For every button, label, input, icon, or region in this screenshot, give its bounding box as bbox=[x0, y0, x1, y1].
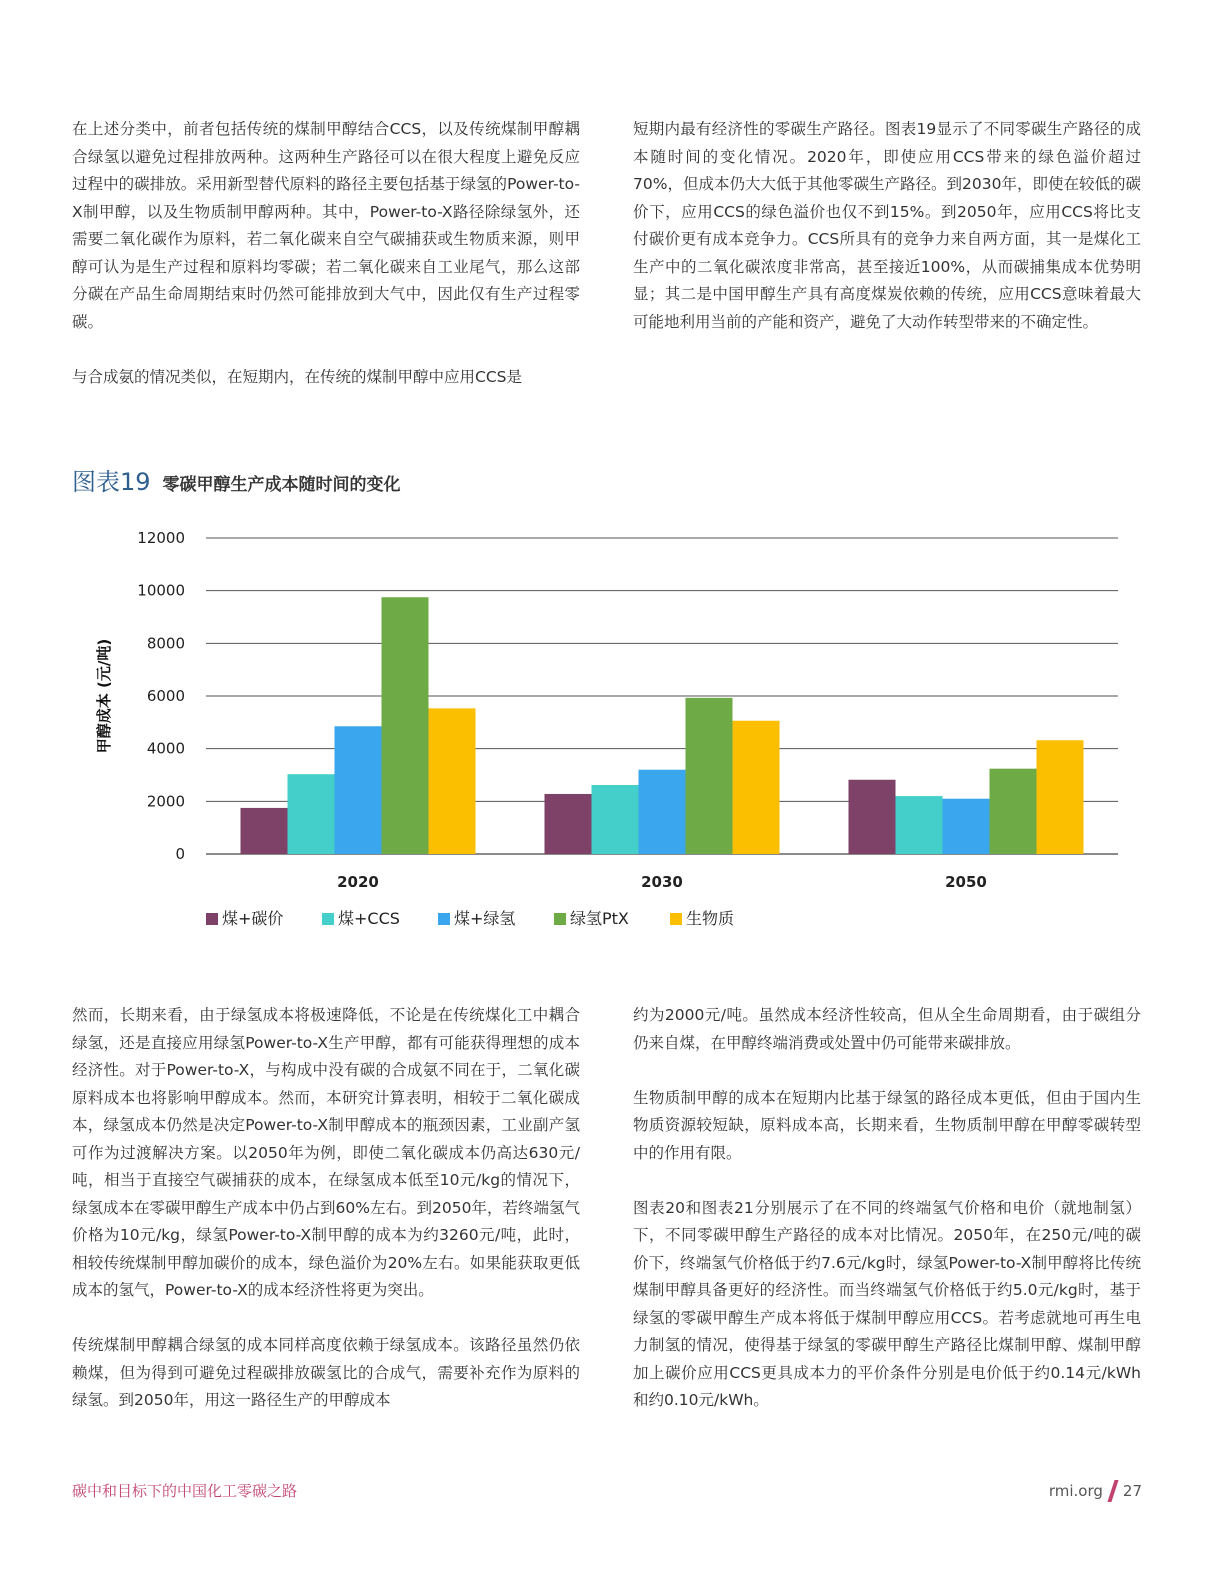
legend-label: 煤+绿氢 bbox=[454, 909, 516, 928]
paragraph: 约为2000元/吨。虽然成本经济性较高，但从全生命周期看，由于碳组分仍来自煤，在甲醇终端消费或处置中仍可能带来碳排放。 bbox=[633, 1006, 1141, 1052]
top-left-column bbox=[72, 116, 580, 391]
bar-生物质-2020 bbox=[429, 708, 476, 854]
bar-绿氢PtX-2020 bbox=[382, 597, 429, 854]
paragraph: 生物质制甲醇的成本在短期内比基于绿氢的路径成本更低，但由于国内生物质资源较短缺，原料成本高，长期来看，生物质制甲醇在甲醇零碳转型中的作用有限。 bbox=[633, 1088, 1141, 1162]
y-tick-label: 6000 bbox=[146, 687, 185, 705]
x-category-label: 2030 bbox=[641, 873, 683, 891]
y-tick-label: 2000 bbox=[146, 792, 185, 811]
footer-site-link[interactable]: rmi.org bbox=[1048, 1482, 1103, 1500]
legend-label: 煤+碳价 bbox=[222, 909, 284, 928]
x-category-label: 2020 bbox=[337, 873, 379, 891]
bar-煤+绿氢-2030 bbox=[639, 770, 686, 854]
y-tick-label: 10000 bbox=[137, 581, 185, 600]
bottom-left-column bbox=[72, 1002, 580, 1415]
legend-swatch bbox=[670, 913, 682, 925]
paragraph: 然而，长期来看，由于绿氢成本将极速降低，不论是在传统煤化工中耦合绿氢，还是直接应用绿氢Power-to-X生产甲醇，都有可能获得理想的成本经济性。对于Power-to-X，与构成中没有碳的合成氨不同在于，二氧化碳原料成本也将影响甲醇成本。然而，本研究计算表明，相较于二氧化碳成本，绿氢成本仍然是决定Power-to-X制甲醇成本的瓶颈因素，工业副产氢可作为过渡解决方案。以2050年为例，即使二氧化碳成本仍高达630元/吨，相当于直接空气碳捕获的成本，在绿氢成本低至10元/kg的情况下，绿氢成本在零碳甲醇生产成本中仍占到60%左右。到2050年，若终端氢气价格为10元/kg，绿氢Power-to-X制甲醇的成本为约3260元/吨，此时，相较传统煤制甲醇加碳价的成本，绿色溢价为20%左右。如果能获取更低成本的氢气，Power-to-X的成本经济性将更为突出。 bbox=[72, 1006, 580, 1299]
figure-number: 图表19 bbox=[72, 468, 151, 496]
bar-煤+CCS-2020 bbox=[288, 774, 335, 854]
bar-绿氢PtX-2030 bbox=[686, 698, 733, 854]
footer-title: 碳中和目标下的中国化工零碳之路 bbox=[72, 1482, 298, 1500]
y-tick-label: 0 bbox=[175, 845, 185, 863]
bar-煤+绿氢-2020 bbox=[335, 726, 382, 854]
top-right-column bbox=[633, 116, 1141, 336]
bottom-right-column bbox=[633, 1002, 1141, 1415]
bar-生物质-2050 bbox=[1037, 740, 1084, 854]
figure-name: 零碳甲醇生产成本随时间的变化 bbox=[162, 475, 401, 495]
legend-swatch bbox=[438, 913, 450, 925]
bar-生物质-2030 bbox=[733, 721, 780, 854]
paragraph: 短期内最有经济性的零碳生产路径。图表19显示了不同零碳生产路径的成本随时间的变化情况。2020年，即使应用CCS带来的绿色溢价超过70%，但成本仍大大低于其他零碳生产路径。到2030年，即使在较低的碳价下，应用CCS的绿色溢价也仅不到15%。到2050年，应用CCS将比支付碳价更有成本竞争力。CCS所具有的竞争力来自两方面，其一是煤化工生产中的二氧化碳浓度非常高，甚至接近100%，从而碳捕集成本优势明显；其二是中国甲醇生产具有高度煤炭依赖的传统，应用CCS意味着最大可能地利用当前的产能和资产，避免了大动作转型带来的不确定性。 bbox=[633, 120, 1141, 331]
y-tick-label: 4000 bbox=[146, 739, 185, 758]
legend-label: 绿氢PtX bbox=[570, 909, 629, 928]
paragraph: 图表20和图表21分别展示了在不同的终端氢气价格和电价（就地制氢）下，不同零碳甲醇生产路径的成本对比情况。2050年，在250元/吨的碳价下，终端氢气价格低于约7.6元/kg时，绿氢Power-to-X制甲醇将比传统煤制甲醇具备更好的经济性。而当终端氢气价格低于约5.0元/kg时，基于绿氢的零碳甲醇生产成本将低于煤制甲醇应用CCS。若考虑就地可再生电力制氢的情况，使得基于绿氢的零碳甲醇生产路径比煤制甲醇、煤制甲醇加上碳价应用CCS更具成本力的平价条件分别是电价低于约0.14元/kWh和约0.10元/kWh。 bbox=[633, 1198, 1141, 1409]
legend-label: 生物质 bbox=[686, 909, 735, 928]
slash-divider bbox=[1107, 1480, 1118, 1502]
bar-煤+绿氢-2050 bbox=[943, 799, 990, 854]
paragraph: 在上述分类中，前者包括传统的煤制甲醇结合CCS，以及传统煤制甲醇耦合绿氢以避免过程排放两种。这两种生产路径可以在很大程度上避免反应过程中的碳排放。采用新型替代原料的路径主要包括基于绿氢的Power-to-X制甲醇，以及生物质制甲醇两种。其中，Power-to-X路径除绿氢外，还需要二氧化碳作为原料，若二氧化碳来自空气碳捕获或生物质来源，则甲醇可认为是生产过程和原料均零碳；若二氧化碳来自工业尾气，那么这部分碳在产品生命周期结束时仍然可能排放到大气中，因此仅有生产过程零碳。 bbox=[72, 120, 580, 331]
figure-title bbox=[72, 462, 401, 497]
legend-swatch bbox=[554, 913, 566, 925]
y-axis-label: 甲醇成本 (元/吨) bbox=[95, 638, 113, 754]
legend-swatch bbox=[206, 913, 218, 925]
bar-chart bbox=[72, 520, 1152, 950]
bar-煤+碳价-2030 bbox=[545, 794, 592, 854]
y-tick-label: 8000 bbox=[146, 634, 185, 653]
bar-绿氢PtX-2050 bbox=[990, 769, 1037, 854]
bar-煤+CCS-2030 bbox=[592, 785, 639, 854]
page-number: 27 bbox=[1122, 1482, 1142, 1500]
footer-right bbox=[1049, 1480, 1142, 1502]
bar-煤+碳价-2050 bbox=[849, 780, 896, 854]
paragraph: 传统煤制甲醇耦合绿氢的成本同样高度依赖于绿氢成本。该路径虽然仍依赖煤，但为得到可避免过程碳排放碳氢比的合成气，需要补充作为原料的绿氢。到2050年，用这一路径生产的甲醇成本 bbox=[72, 1336, 580, 1409]
legend-label: 煤+CCS bbox=[338, 909, 400, 928]
bar-煤+碳价-2020 bbox=[241, 808, 288, 854]
paragraph: 与合成氨的情况类似，在短期内，在传统的煤制甲醇中应用CCS是 bbox=[72, 367, 522, 386]
bar-煤+CCS-2050 bbox=[896, 796, 943, 854]
y-tick-label: 12000 bbox=[137, 529, 185, 547]
x-category-label: 2050 bbox=[945, 873, 987, 891]
legend-swatch bbox=[322, 913, 334, 925]
